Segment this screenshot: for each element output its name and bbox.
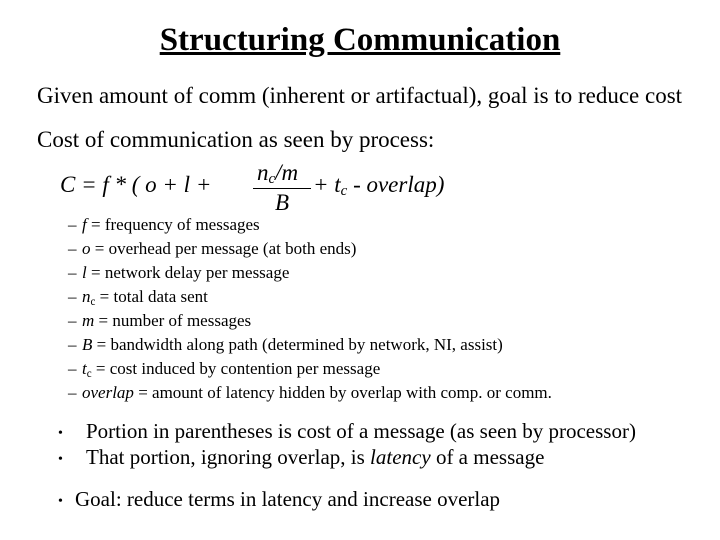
dash-marker: – bbox=[68, 215, 77, 234]
definition-item bbox=[68, 333, 552, 357]
definition-text: = amount of latency hidden by overlap with comp. or comm. bbox=[133, 383, 552, 402]
bullet-icon: • bbox=[58, 426, 63, 441]
bullet-item-2 bbox=[86, 445, 544, 470]
definition-term-sub: c bbox=[86, 368, 92, 380]
numerator-n: n bbox=[257, 160, 269, 185]
definition-term: f bbox=[82, 215, 87, 234]
definition-text: = bandwidth along path (determined by network, NI, assist) bbox=[92, 335, 503, 354]
numerator-rest: /m bbox=[275, 160, 299, 185]
definition-item bbox=[68, 381, 552, 405]
dash-marker: – bbox=[68, 383, 77, 402]
definition-term: overlap bbox=[82, 383, 134, 402]
definition-text: = overhead per message (at both ends) bbox=[90, 239, 357, 258]
intro-text: Given amount of comm (inherent or artifactual), goal is to reduce cost bbox=[37, 83, 683, 108]
bullet-2-pre: That portion, ignoring overlap, is bbox=[86, 445, 371, 469]
definition-term: B bbox=[82, 335, 93, 354]
dash-marker: – bbox=[68, 359, 77, 378]
definition-term: o bbox=[82, 239, 91, 258]
formula-right-sub: c bbox=[340, 183, 348, 199]
definition-item bbox=[68, 213, 552, 237]
formula-right bbox=[313, 172, 444, 198]
formula-right-1: + t bbox=[313, 172, 341, 197]
bullet-icon: • bbox=[58, 494, 63, 509]
definition-text: = cost induced by contention per message bbox=[91, 359, 381, 378]
definition-text: = total data sent bbox=[95, 287, 208, 306]
bullet-2-emphasis: latency bbox=[370, 445, 431, 469]
numerator-sub: c bbox=[268, 171, 276, 187]
dash-marker: – bbox=[68, 263, 77, 282]
dash-marker: – bbox=[68, 239, 77, 258]
bullet-item-1: Portion in parentheses is cost of a message (as seen by processor) bbox=[86, 419, 636, 443]
definition-term: t bbox=[82, 359, 87, 378]
slide-title: Structuring Communication bbox=[159, 22, 561, 58]
bullet-icon: • bbox=[58, 452, 63, 467]
definition-term: m bbox=[82, 311, 95, 330]
definitions-list bbox=[68, 213, 552, 405]
dash-marker: – bbox=[68, 287, 77, 306]
definition-term: l bbox=[82, 263, 87, 282]
definition-item bbox=[68, 285, 552, 309]
formula-numerator bbox=[257, 160, 298, 186]
definition-text: = number of messages bbox=[94, 311, 252, 330]
formula-left: C = f * ( o + l + bbox=[60, 172, 212, 197]
definition-item bbox=[68, 237, 552, 261]
formula-right-2: - overlap) bbox=[347, 172, 445, 197]
definition-item bbox=[68, 261, 552, 285]
dash-marker: – bbox=[68, 311, 77, 330]
definition-item bbox=[68, 357, 552, 381]
fraction-bar bbox=[253, 188, 311, 189]
definition-term: n bbox=[82, 287, 91, 306]
dash-marker: – bbox=[68, 335, 77, 354]
bullet-item-3: Goal: reduce terms in latency and increase overlap bbox=[75, 487, 501, 511]
definition-text: = network delay per message bbox=[86, 263, 290, 282]
bullet-2-post: of a message bbox=[430, 445, 545, 469]
formula-denominator: B bbox=[275, 190, 290, 215]
cost-heading: Cost of communication as seen by process: bbox=[37, 127, 435, 152]
definition-item bbox=[68, 309, 552, 333]
definition-term-sub: c bbox=[90, 296, 96, 308]
definition-text: = frequency of messages bbox=[86, 215, 260, 234]
